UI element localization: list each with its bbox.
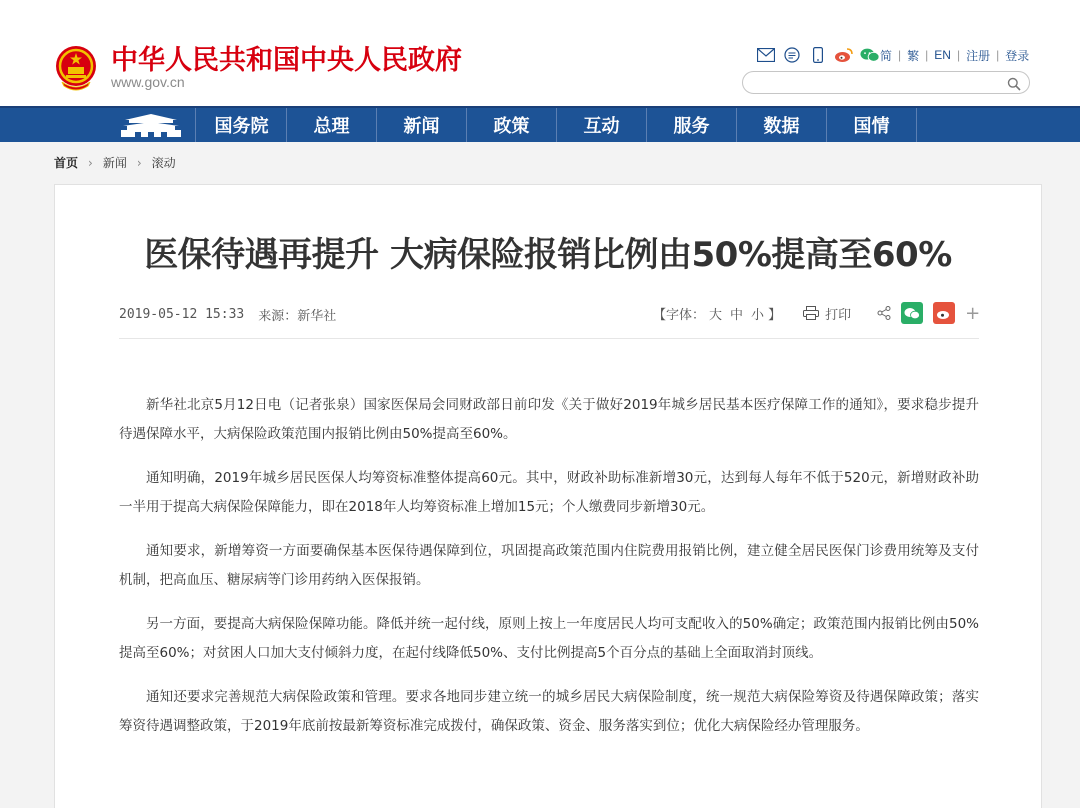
article-tools [653,301,980,325]
article-paragraph: 通知要求，新增筹资一方面要确保基本医保待遇保障到位，巩固提高政策范围内住院费用报销比例，建立健全居民医保门诊费用统筹及支付机制，把高血压、糖尿病等门诊用药纳入医保报销。 [119,543,979,588]
print-button[interactable] [803,304,851,323]
english-link[interactable]: EN [934,48,951,62]
register-link[interactable]: 注册 [966,48,991,63]
article-paragraph: 通知明确，2019年城乡居民医保人均筹资标准整体提高60元。其中，财政补助标准新增30元，达到每人每年不低于520元，新增财政补助一半用于提高大病保险保障能力，即在2018年人均筹资标准上增加15元；个人缴费同步新增30元。 [119,470,979,515]
search-box [742,71,1030,94]
publish-date: 2019-05-12 15:33 [119,307,245,322]
font-small-button[interactable]: 小 [751,307,765,323]
font-size-label: 【字体： [653,307,706,323]
nav-item-interaction[interactable]: 互动 [557,108,647,142]
nav-item-policy[interactable]: 政策 [467,108,557,142]
article-paragraph: 通知还要求完善规范大病保险政策和管理。要求各地同步建立统一的城乡居民大病保险制度，统一规范大病保险筹资及待遇保障政策；落实筹资待遇调整政策，于2019年底前按最新筹资标准完成拨付，确保政策、资金、服务落实到位；优化大病保险经办管理服务。 [119,689,979,734]
login-link[interactable]: 登录 [1005,48,1030,63]
chevron-right-icon: › [88,155,93,170]
breadcrumb-scroll[interactable]: 滚动 [151,156,176,170]
article-card [54,184,1042,808]
util-links [878,45,1031,65]
separator: | [956,48,961,62]
weibo-icon[interactable] [834,46,854,64]
mail-icon[interactable] [756,46,776,64]
article-title: 医保待遇再提升 大病保险报销比例由50%提高至60% [144,235,952,275]
printer-icon [803,306,819,320]
separator: | [925,48,929,62]
nav-item-data[interactable]: 数据 [737,108,827,142]
share-icon[interactable] [877,306,891,320]
breadcrumb-home[interactable]: 首页 [54,156,79,170]
article-body [119,391,979,756]
traditional-chinese-link[interactable]: 繁 [907,48,920,63]
article-paragraph: 另一方面，要提高大病保险保障功能。降低并统一起付线，原则上按上一年度居民人均可支配收入的50%确定；政策范围内报销比例由50%提高至60%；对贫困人口加大支付倾斜力度，在起付线降低50%、支付比例提高5个百分点的基础上全面取消封顶线。 [119,616,979,661]
nav-item-state-council[interactable]: 国务院 [197,108,287,142]
util-icon-bar [756,45,886,65]
nav-item-national-info[interactable]: 国情 [827,108,917,142]
source-name: 新华社 [297,309,337,324]
tiananmen-icon[interactable] [106,108,196,142]
more-share-icon[interactable]: + [965,302,981,324]
search-icon[interactable] [1007,76,1021,90]
article-meta [119,305,336,324]
source-label: 来源： [258,309,298,324]
nav-item-news[interactable]: 新闻 [377,108,467,142]
main-nav [0,106,1080,142]
message-icon[interactable] [782,46,802,64]
nav-item-premier[interactable]: 总理 [287,108,377,142]
separator: | [996,48,1000,62]
nav-items [197,108,917,142]
print-label: 打印 [825,307,852,323]
article-paragraph: 新华社北京5月12日电（记者张泉）国家医保局会同财政部日前印发《关于做好2019年城乡居民基本医疗保障工作的通知》，要求稳步提升待遇保障水平，大病保险政策范围内报销比例由50%提高至60%。 [119,397,979,442]
site-domain: www.gov.cn [111,74,185,90]
weibo-share-icon[interactable] [933,302,955,324]
meta-divider [119,338,979,339]
nav-item-services[interactable]: 服务 [647,108,737,142]
simplified-chinese-link[interactable]: 简 [880,48,893,63]
font-size-close: 】 [768,307,782,323]
chevron-right-icon: › [136,155,142,170]
breadcrumb [54,154,176,171]
breadcrumb-news[interactable]: 新闻 [102,156,127,170]
wechat-icon[interactable] [860,46,880,64]
national-emblem-icon[interactable] [54,44,98,92]
font-medium-button[interactable]: 中 [730,307,744,323]
site-header [0,0,1080,106]
wechat-share-icon[interactable] [901,302,923,324]
site-title[interactable]: 中华人民共和国中央人民政府 [111,45,462,76]
separator: | [898,48,902,62]
share-bar [877,302,980,324]
mobile-icon[interactable] [808,46,828,64]
font-large-button[interactable]: 大 [709,307,723,323]
search-input[interactable] [755,73,1005,94]
